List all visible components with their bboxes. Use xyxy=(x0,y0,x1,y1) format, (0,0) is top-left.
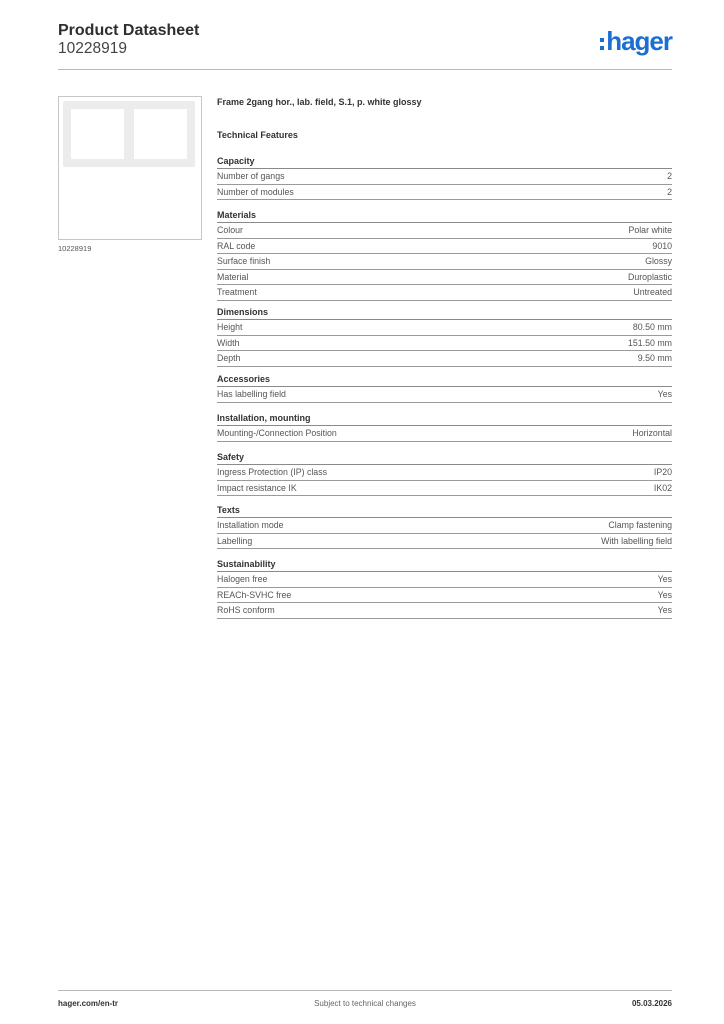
hager-logo xyxy=(600,26,672,56)
spec-section xyxy=(217,504,672,549)
spec-label: REACh-SVHC free xyxy=(217,589,292,600)
frame-slot-left xyxy=(71,109,124,159)
spec-value: Yes xyxy=(657,605,672,616)
spec-section-title: Dimensions xyxy=(217,306,672,320)
spec-label: Depth xyxy=(217,353,241,364)
spec-section xyxy=(217,558,672,619)
spec-label: Impact resistance IK xyxy=(217,482,297,493)
logo-dots-icon xyxy=(600,38,604,50)
spec-value: Polar white xyxy=(628,225,672,236)
spec-label: Width xyxy=(217,337,240,348)
spec-row xyxy=(217,588,672,604)
spec-row xyxy=(217,534,672,550)
technical-features-heading: Technical Features xyxy=(217,130,298,140)
spec-section-title: Sustainability xyxy=(217,558,672,572)
spec-value: 9010 xyxy=(652,240,672,251)
spec-section-title: Texts xyxy=(217,504,672,518)
spec-label: Material xyxy=(217,271,249,282)
spec-section xyxy=(217,451,672,496)
spec-label: Height xyxy=(217,322,243,333)
spec-row xyxy=(217,320,672,336)
spec-row xyxy=(217,351,672,367)
spec-row xyxy=(217,465,672,481)
spec-value: Untreated xyxy=(633,287,672,298)
spec-section-title: Installation, mounting xyxy=(217,412,672,426)
spec-value: 9.50 mm xyxy=(637,353,672,364)
spec-label: Number of modules xyxy=(217,186,294,197)
spec-value: Clamp fastening xyxy=(608,520,672,531)
frame-2gang-picture xyxy=(63,101,195,167)
spec-value: 80.50 mm xyxy=(632,322,672,333)
footer-date: 05.03.2026 xyxy=(631,999,672,1008)
spec-section-title: Capacity xyxy=(217,155,672,169)
spec-section xyxy=(217,306,672,367)
spec-label: Labelling xyxy=(217,535,253,546)
spec-row xyxy=(217,336,672,352)
spec-label: Mounting-/Connection Position xyxy=(217,428,337,439)
image-caption: 10228919 xyxy=(58,244,92,253)
spec-value: Yes xyxy=(657,389,672,400)
spec-row xyxy=(217,603,672,619)
logo-text: hager xyxy=(606,25,672,56)
spec-value: Yes xyxy=(657,574,672,585)
spec-row xyxy=(217,285,672,301)
spec-label: Surface finish xyxy=(217,256,271,267)
page-footer xyxy=(58,990,672,1015)
footer-url: hager.com/en-tr xyxy=(58,999,119,1008)
frame-slot-right xyxy=(134,109,187,159)
spec-row xyxy=(217,169,672,185)
spec-label: Has labelling field xyxy=(217,389,286,400)
page-title: Product Datasheet xyxy=(58,22,200,39)
product-number: 10228919 xyxy=(58,40,127,57)
spec-row xyxy=(217,223,672,239)
spec-value: Yes xyxy=(657,589,672,600)
spec-row xyxy=(217,270,672,286)
spec-row xyxy=(217,518,672,534)
spec-row xyxy=(217,572,672,588)
spec-row xyxy=(217,185,672,201)
spec-label: Treatment xyxy=(217,287,257,298)
spec-label: RoHS conform xyxy=(217,605,275,616)
spec-row xyxy=(217,481,672,497)
product-description: Frame 2gang hor., lab. field, S.1, p. white glossy xyxy=(217,97,422,107)
spec-row xyxy=(217,426,672,442)
spec-value: With labelling field xyxy=(601,535,672,546)
spec-row xyxy=(217,254,672,270)
spec-section xyxy=(217,373,672,403)
spec-label: RAL code xyxy=(217,240,256,251)
spec-section xyxy=(217,412,672,442)
spec-label: Halogen free xyxy=(217,574,268,585)
footer-notice: Subject to technical changes xyxy=(314,999,416,1008)
product-image xyxy=(58,96,202,240)
spec-label: Installation mode xyxy=(217,520,284,531)
spec-label: Number of gangs xyxy=(217,171,285,182)
spec-value: Horizontal xyxy=(632,428,672,439)
spec-value: Glossy xyxy=(645,256,672,267)
spec-value: 2 xyxy=(667,171,672,182)
spec-section-title: Materials xyxy=(217,209,672,223)
spec-label: Colour xyxy=(217,225,243,236)
spec-value: IP20 xyxy=(653,467,672,478)
spec-section xyxy=(217,155,672,200)
spec-value: 151.50 mm xyxy=(627,337,672,348)
spec-section-title: Safety xyxy=(217,451,672,465)
spec-value: Duroplastic xyxy=(627,271,672,282)
spec-section-title: Accessories xyxy=(217,373,672,387)
spec-row xyxy=(217,387,672,403)
spec-label: Ingress Protection (IP) class xyxy=(217,467,327,478)
spec-row xyxy=(217,239,672,255)
spec-value: 2 xyxy=(667,186,672,197)
page-header xyxy=(58,22,672,70)
spec-section xyxy=(217,209,672,301)
spec-value: IK02 xyxy=(653,482,672,493)
